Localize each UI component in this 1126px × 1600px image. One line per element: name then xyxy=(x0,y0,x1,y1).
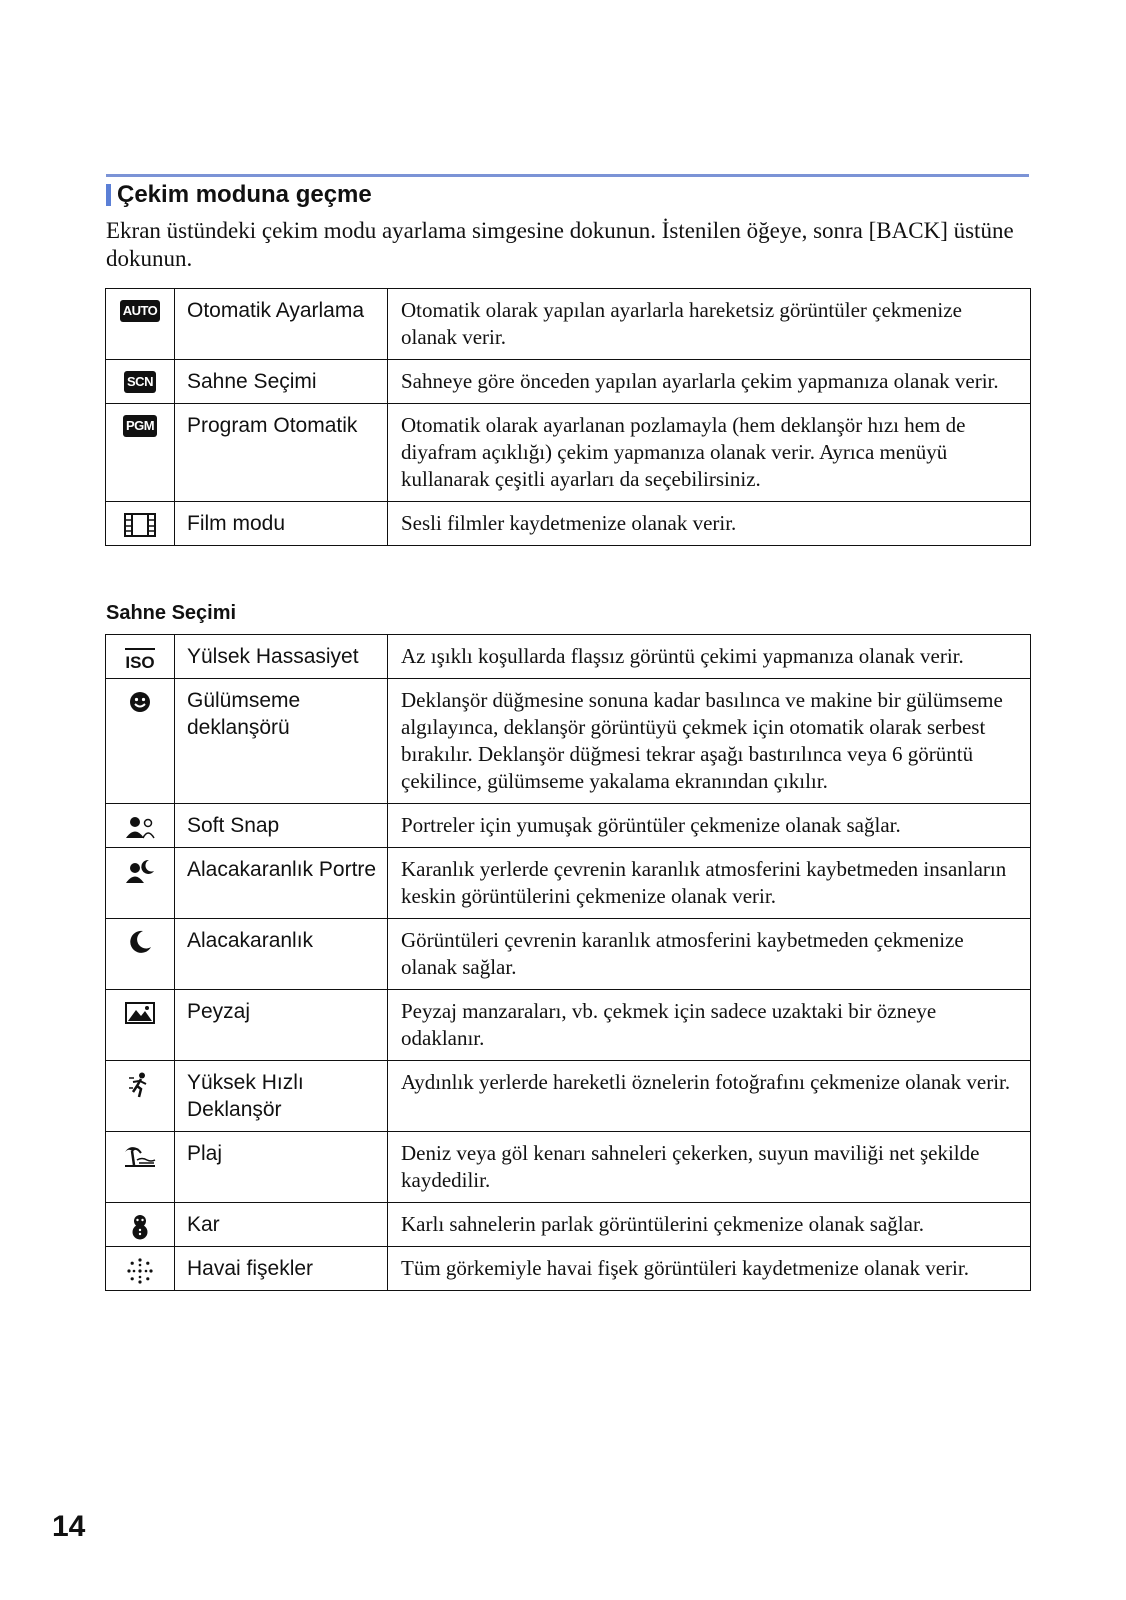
snow-icon xyxy=(128,1214,152,1240)
table-row xyxy=(106,679,1031,804)
smile-icon xyxy=(128,690,152,714)
title-marker xyxy=(106,184,111,206)
table-row xyxy=(106,1203,1031,1247)
scene-name: Yüksek Hızlı Deklanşör xyxy=(175,1061,388,1132)
mode-description: Otomatik olarak yapılan ayarlarla hareketsiz görüntüler çekmenize olanak verir. xyxy=(388,289,1031,360)
landscape-icon xyxy=(125,1001,155,1025)
scene-name: Plaj xyxy=(175,1132,388,1203)
scene-name: Kar xyxy=(175,1203,388,1247)
scene-name: Alacakaranlık Portre xyxy=(175,848,388,919)
svg-text:ISO: ISO xyxy=(125,653,155,670)
mode-name: Program Otomatik xyxy=(175,404,388,502)
section-title xyxy=(106,181,372,209)
intro-text: Ekran üstündeki çekim modu ayarlama simgesine dokunun. İstenilen öğeye, sonra [BACK] üstüne dokunun. xyxy=(106,218,1014,271)
table-row xyxy=(106,1132,1031,1203)
scene-description: Az ışıklı koşullarda flaşsız görüntü çekimi yapmanıza olanak verir. xyxy=(388,635,1031,679)
beach-icon xyxy=(124,1143,156,1169)
page-number: 14 xyxy=(52,1510,86,1543)
scene-selection-heading: Sahne Seçimi xyxy=(106,602,237,624)
mode-name: Sahne Seçimi xyxy=(175,360,388,404)
film-mode-icon xyxy=(124,513,156,537)
scene-description: Deniz veya göl kenarı sahneleri çekerken, suyun maviliği net şekilde kaydedilir. xyxy=(388,1132,1031,1203)
scene-name: Yülsek Hassasiyet xyxy=(175,635,388,679)
scene-description: Portreler için yumuşak görüntüler çekmenize olanak sağlar. xyxy=(388,804,1031,848)
section-rule xyxy=(106,174,1029,177)
section-title-text: Çekim moduna geçme xyxy=(117,181,372,208)
scene-name: Havai fişekler xyxy=(175,1247,388,1291)
table-row xyxy=(106,502,1031,546)
twilight-moon-icon xyxy=(128,930,152,954)
iso-icon xyxy=(123,646,157,670)
mode-description: Otomatik olarak ayarlanan pozlamayla (hem deklanşör hızı hem de diyafram açıklığı) çekim yapmanıza olanak verir. Ayrıca menüyü kullanarak çeşitli ayarları da seçebilirsiniz. xyxy=(388,404,1031,502)
pgm-mode-icon: PGM xyxy=(123,415,157,437)
table-row xyxy=(106,990,1031,1061)
scene-description: Karanlık yerlerde çevrenin karanlık atmosferini kaybetmeden insanların keskin görüntülerini çekmenize olanak verir. xyxy=(388,848,1031,919)
scene-name: Peyzaj xyxy=(175,990,388,1061)
scene-description: Deklanşör düğmesine sonuna kadar basılınca ve makine bir gülümseme algılayınca, deklanşör görüntüyü çekmek için otomatik olarak serbest bırakılır. Deklanşör düğmesi tekrar aşağı bastırılınca veya 6 görüntü çekilince, gülümseme yakalama ekranından çıkılır. xyxy=(388,679,1031,804)
high-speed-shutter-icon xyxy=(128,1072,152,1098)
mode-description: Sahneye göre önceden yapılan ayarlarla çekim yapmanıza olanak verir. xyxy=(388,360,1031,404)
twilight-portrait-icon xyxy=(125,859,155,883)
mode-description: Sesli filmler kaydetmenize olanak verir. xyxy=(388,502,1031,546)
table-row xyxy=(106,919,1031,990)
table-row xyxy=(106,360,1031,404)
table-row xyxy=(106,1247,1031,1291)
scene-description: Peyzaj manzaraları, vb. çekmek için sadece uzaktaki bir özneye odaklanır. xyxy=(388,990,1031,1061)
table-row xyxy=(106,1061,1031,1132)
scene-name: Soft Snap xyxy=(175,804,388,848)
soft-snap-icon xyxy=(125,815,155,839)
table-row xyxy=(106,804,1031,848)
shooting-mode-table xyxy=(105,288,1031,546)
scene-description: Tüm görkemiyle havai fişek görüntüleri kaydetmenize olanak verir. xyxy=(388,1247,1031,1291)
scene-description: Karlı sahnelerin parlak görüntülerini çekmenize olanak sağlar. xyxy=(388,1203,1031,1247)
table-row xyxy=(106,848,1031,919)
fireworks-icon xyxy=(127,1258,153,1284)
mode-name: Otomatik Ayarlama xyxy=(175,289,388,360)
scene-name: Gülümseme deklanşörü xyxy=(175,679,388,804)
scene-name: Alacakaranlık xyxy=(175,919,388,990)
scene-selection-table xyxy=(105,634,1031,1291)
scene-description: Görüntüleri çevrenin karanlık atmosferini kaybetmeden çekmenize olanak sağlar. xyxy=(388,919,1031,990)
mode-name: Film modu xyxy=(175,502,388,546)
auto-mode-icon: AUTO xyxy=(120,300,161,322)
scn-mode-icon: SCN xyxy=(124,371,156,393)
table-row xyxy=(106,635,1031,679)
scene-description: Aydınlık yerlerde hareketli öznelerin fotoğrafını çekmenize olanak verir. xyxy=(388,1061,1031,1132)
table-row xyxy=(106,289,1031,360)
table-row xyxy=(106,404,1031,502)
